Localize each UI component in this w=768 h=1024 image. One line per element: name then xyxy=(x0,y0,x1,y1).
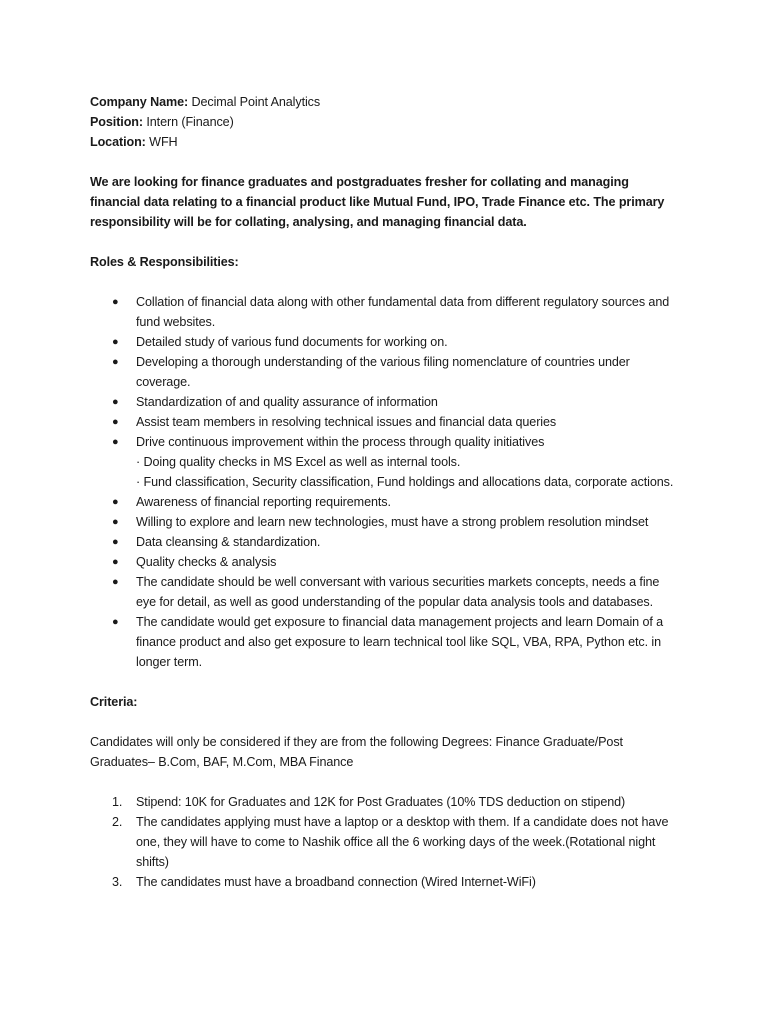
document-body xyxy=(90,92,682,892)
bullet-icon: ● xyxy=(112,496,119,508)
numbered-item-text: Stipend: 10K for Graduates and 12K for Post Graduates (10% TDS deduction on stipend) xyxy=(136,795,626,809)
numbered-item xyxy=(90,812,682,872)
location-line xyxy=(90,132,682,152)
bullet-icon: ● xyxy=(112,356,119,368)
list-item xyxy=(90,432,682,452)
list-item-text: The candidate would get exposure to financial data management projects and learn Domain of a finance product and also get exposure to learn technical tool like SQL, VBA, RPA, Python etc. in longer term. xyxy=(136,615,664,669)
criteria-paragraph: Candidates will only be considered if they are from the following Degrees: Finance Graduate/Post Graduates– B.Com, BAF, M.Com, MBA Finance xyxy=(90,735,623,769)
list-item xyxy=(90,292,682,332)
list-item xyxy=(90,532,682,552)
bullet-icon: ● xyxy=(112,536,119,548)
bullet-icon: ● xyxy=(112,436,119,448)
roles-list xyxy=(90,292,682,672)
position-label: Position: xyxy=(90,115,143,129)
position-value: Intern (Finance) xyxy=(142,115,234,129)
roles-heading: Roles & Responsibilities: xyxy=(90,255,239,269)
sub-list-item-text: · Doing quality checks in MS Excel as well as internal tools. xyxy=(136,455,461,469)
numbered-item xyxy=(90,792,682,812)
criteria-list xyxy=(90,792,682,892)
company-name-value: Decimal Point Analytics xyxy=(188,95,321,109)
bullet-icon: ● xyxy=(112,556,119,568)
list-item xyxy=(90,332,682,352)
list-item-text: Awareness of financial reporting requirements. xyxy=(136,495,391,509)
company-name-label: Company Name: xyxy=(90,95,189,109)
sub-list-item-text: · Fund classification, Security classification, Fund holdings and allocations data, corporate actions. xyxy=(136,475,674,489)
intro-paragraph: We are looking for finance graduates and postgraduates fresher for collating and managing financial data relating to a financial product like Mutual Fund, IPO, Trade Finance etc. The primary responsibility will be for collating, analysing, and managing financial data. xyxy=(90,175,665,229)
item-number: 2. xyxy=(112,815,123,829)
bullet-icon: ● xyxy=(112,616,119,628)
list-item-text: Collation of financial data along with other fundamental data from different regulatory sources and fund websites. xyxy=(136,295,670,329)
location-value: WFH xyxy=(145,135,178,149)
position-line xyxy=(90,112,682,132)
list-item-text: Detailed study of various fund documents for working on. xyxy=(136,335,448,349)
list-item xyxy=(90,612,682,672)
list-item-text: Quality checks & analysis xyxy=(136,555,277,569)
list-item xyxy=(90,412,682,432)
sub-list-item xyxy=(90,472,682,492)
list-item-text: Drive continuous improvement within the process through quality initiatives xyxy=(136,435,545,449)
item-number: 1. xyxy=(112,795,123,809)
item-number: 3. xyxy=(112,875,123,889)
list-item xyxy=(90,512,682,532)
list-item-text: Assist team members in resolving technical issues and financial data queries xyxy=(136,415,557,429)
list-item xyxy=(90,392,682,412)
numbered-item-text: The candidates applying must have a laptop or a desktop with them. If a candidate does not have one, they will have to come to Nashik office all the 6 working days of the week.(Rotational night shifts) xyxy=(136,815,669,869)
location-label: Location: xyxy=(90,135,146,149)
sub-list-item xyxy=(90,452,682,472)
list-item-text: Developing a thorough understanding of the various filing nomenclature of countries under coverage. xyxy=(136,355,630,389)
list-item-text: Data cleansing & standardization. xyxy=(136,535,321,549)
list-item xyxy=(90,572,682,612)
bullet-icon: ● xyxy=(112,576,119,588)
bullet-icon: ● xyxy=(112,296,119,308)
bullet-icon: ● xyxy=(112,416,119,428)
list-item-text: Willing to explore and learn new technologies, must have a strong problem resolution mindset xyxy=(136,515,649,529)
bullet-icon: ● xyxy=(112,516,119,528)
list-item xyxy=(90,352,682,392)
numbered-item xyxy=(90,872,682,892)
list-item xyxy=(90,492,682,512)
criteria-heading: Criteria: xyxy=(90,695,138,709)
company-name-line xyxy=(90,92,682,112)
bullet-icon: ● xyxy=(112,336,119,348)
list-item-text: The candidate should be well conversant with various securities markets concepts, needs a fine eye for detail, as well as good understanding of the popular data analysis tools and databases. xyxy=(136,575,660,609)
bullet-icon: ● xyxy=(112,396,119,408)
numbered-item-text: The candidates must have a broadband connection (Wired Internet-WiFi) xyxy=(136,875,536,889)
list-item-text: Standardization of and quality assurance of information xyxy=(136,395,438,409)
list-item xyxy=(90,552,682,572)
